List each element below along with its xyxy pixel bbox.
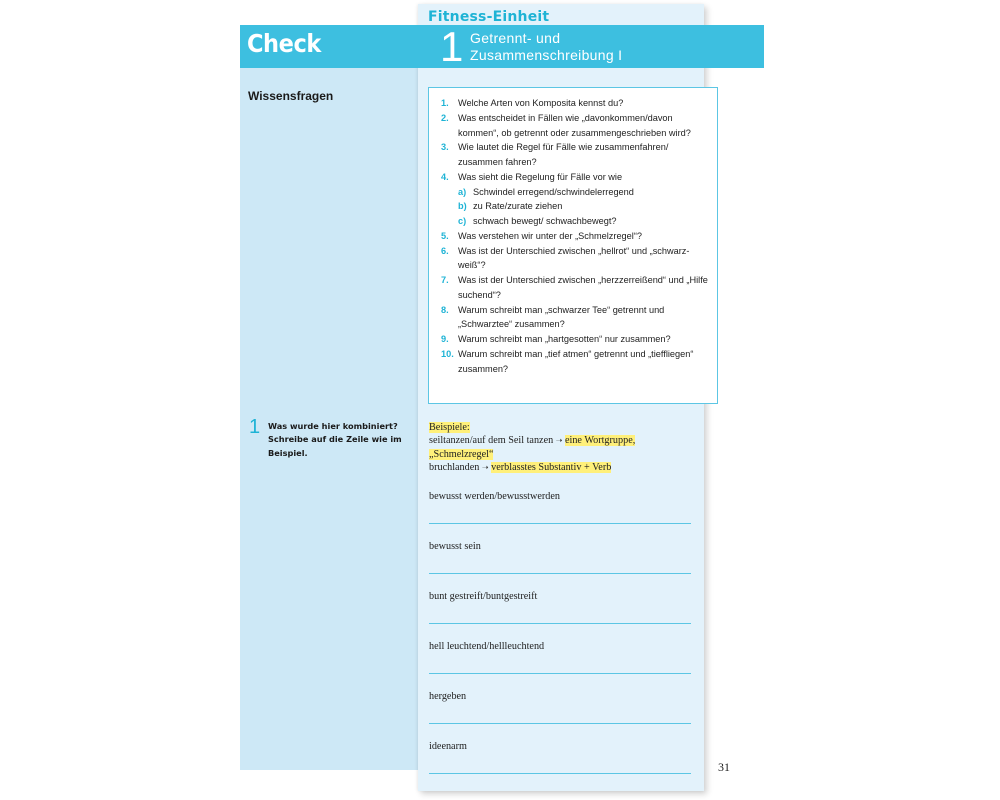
questions-box <box>428 87 718 404</box>
question-item <box>441 303 709 333</box>
unit-title-line-1: Getrennt- und <box>470 30 561 46</box>
answer-line[interactable] <box>429 723 691 724</box>
example-answer: verblasstes Substantiv + Verb <box>491 461 612 473</box>
question-number: 6. <box>441 245 449 256</box>
question-text: Warum schreibt man „schwarzer Tee“ getrennt und „Schwarztee“ zusammen? <box>458 304 665 330</box>
exercise-term: bewusst sein <box>429 541 481 552</box>
sub-question-text: Schwindel erregend/schwindelerregend <box>473 186 634 197</box>
exercise-row <box>429 591 691 625</box>
example-answer: eine Wortgruppe, „Schmelzregel“ <box>429 435 636 460</box>
exercise-term: bewusst werden/bewusstwerden <box>429 491 560 502</box>
question-number: 8. <box>441 304 449 315</box>
question-item <box>441 244 709 274</box>
question-item <box>441 140 709 170</box>
question-text: Was sieht die Regelung für Fälle vor wie <box>458 171 623 182</box>
question-text: Was entscheidet in Fällen wie „davonkommen/davon kommen“, ob getrennt oder zusammengeschrieben wird? <box>458 112 691 138</box>
question-number: 5. <box>441 230 449 241</box>
answer-line[interactable] <box>429 673 691 674</box>
exercise-term: bunt gestreift/buntgestreift <box>429 591 538 602</box>
question-number: 4. <box>441 171 449 182</box>
question-text: Welche Arten von Komposita kennst du? <box>458 98 624 108</box>
question-number: 1. <box>441 98 449 108</box>
exercise-term: hergeben <box>429 691 467 702</box>
question-text: Was verstehen wir unter der „Schmelzregel“? <box>458 230 642 241</box>
sub-question-letter: b) <box>458 201 467 212</box>
sub-question-item <box>458 185 709 200</box>
question-text: Wie lautet die Regel für Fälle wie zusammenfahren/ zusammen fahren? <box>458 142 669 167</box>
answer-line[interactable] <box>429 623 691 624</box>
page-number: 31 <box>718 760 730 774</box>
example-term: seiltanzen/auf dem Seil tanzen <box>429 435 554 447</box>
sub-question-text: zu Rate/zurate ziehen <box>473 201 563 212</box>
question-item <box>441 170 709 229</box>
sub-question-letter: a) <box>458 186 467 197</box>
question-number: 10. <box>441 348 454 359</box>
question-text: Was ist der Unterschied zwischen „hellrot“ und „schwarz-weiß“? <box>458 245 690 271</box>
task-number: 1 <box>249 416 261 438</box>
question-item <box>441 96 709 111</box>
question-item <box>441 347 709 377</box>
answer-line[interactable] <box>429 523 691 524</box>
fitness-unit-label: Fitness-Einheit <box>428 9 550 25</box>
example-term: bruchlanden <box>429 461 480 473</box>
section-heading: Wissensfragen <box>248 89 334 103</box>
check-title: Check <box>247 29 321 58</box>
arrow-right-icon: ➝ <box>555 436 563 446</box>
sub-question-item <box>458 199 709 214</box>
question-item <box>441 229 709 244</box>
sub-question-list <box>458 185 709 229</box>
example-line <box>429 434 699 461</box>
sub-question-text: schwach bewegt/ schwachbewegt? <box>473 216 617 226</box>
exercise-row <box>429 641 691 675</box>
question-body <box>458 170 709 229</box>
question-text: Warum schreibt man „tief atmen“ getrennt und „tieffliegen“ zusammen? <box>458 348 694 374</box>
examples-heading-text: Beispiele: <box>429 422 470 433</box>
exercise-row <box>429 741 691 775</box>
exercise-row <box>429 491 691 525</box>
question-item <box>441 273 709 303</box>
question-text: Warum schreibt man „hartgesotten“ nur zusammen? <box>458 334 671 344</box>
exercise-row <box>429 541 691 575</box>
answer-line[interactable] <box>429 773 691 774</box>
sub-question-letter: c) <box>458 216 467 226</box>
unit-title <box>470 30 622 64</box>
task-instruction: Was wurde hier kombiniert? Schreibe auf die Zeile wie im Beispiel. <box>268 421 402 458</box>
examples-block <box>429 421 699 474</box>
arrow-right-icon: ➝ <box>481 462 489 472</box>
question-item <box>441 332 709 347</box>
question-number: 9. <box>441 334 449 344</box>
exercise-term: ideenarm <box>429 741 467 752</box>
left-column-background <box>240 68 418 770</box>
answer-line[interactable] <box>429 573 691 574</box>
questions-list <box>441 96 709 376</box>
example-line <box>429 461 699 474</box>
unit-number: 1 <box>440 23 464 70</box>
question-text: Was ist der Unterschied zwischen „herzzerreißend“ und „Hilfe suchend“? <box>458 275 708 300</box>
question-number: 7. <box>441 275 449 285</box>
exercise-row <box>429 691 691 725</box>
unit-title-line-2: Zusammenschreibung I <box>470 47 623 63</box>
question-number: 2. <box>441 112 449 123</box>
examples-heading <box>429 421 699 434</box>
question-item <box>441 111 709 141</box>
question-number: 3. <box>441 142 449 153</box>
sub-question-item <box>458 214 709 229</box>
exercise-term: hell leuchtend/hellleuchtend <box>429 641 545 652</box>
